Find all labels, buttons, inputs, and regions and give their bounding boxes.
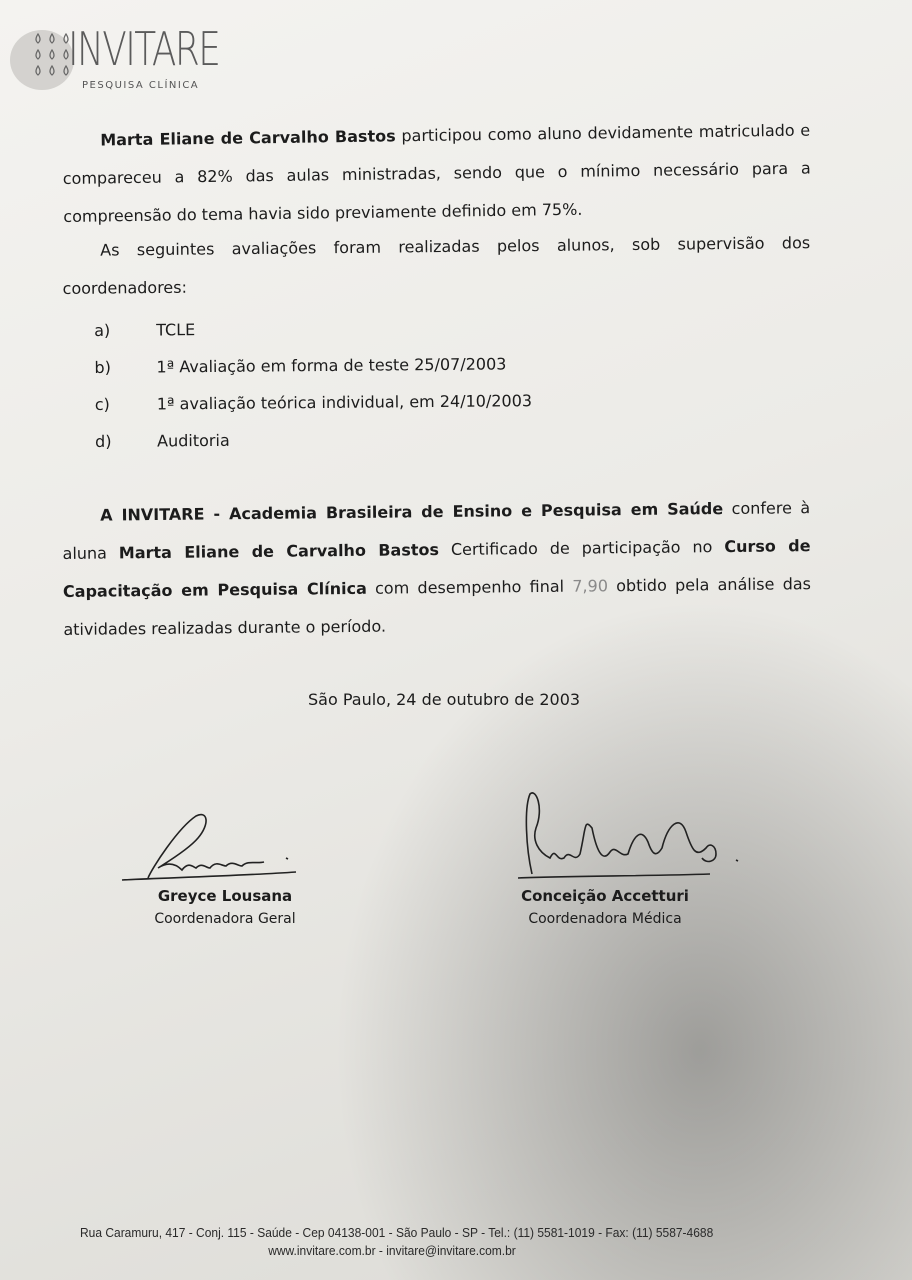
- list-item: [95, 419, 533, 460]
- final-grade: 7,90: [572, 576, 609, 596]
- signature-right: [510, 788, 750, 888]
- place-date: São Paulo, 24 de outubro de 2003: [308, 690, 581, 709]
- evaluations-intro-text: As seguintes avaliações foram realizadas pelos alunos, sob supervisão dos coordenadores:: [62, 233, 811, 298]
- list-letter: c): [94, 394, 110, 414]
- signer-role: Coordenadora Geral: [154, 911, 296, 927]
- certification-text: com desempenho final: [366, 576, 573, 598]
- signer-right: [505, 884, 705, 930]
- list-item: [94, 345, 532, 386]
- logo-brand: INVITARE: [68, 22, 220, 76]
- list-letter: b): [94, 357, 111, 377]
- list-letter: d): [95, 431, 112, 451]
- signer-left: [140, 884, 310, 930]
- student-name: Marta Eliane de Carvalho Bastos: [100, 126, 396, 150]
- logo-tagline: PESQUISA CLÍNICA: [82, 80, 200, 91]
- list-text: TCLE: [156, 320, 196, 340]
- list-text: Auditoria: [157, 430, 230, 451]
- signer-name: Greyce Lousana: [157, 887, 293, 905]
- student-name: Marta Eliane de Carvalho Bastos: [118, 540, 440, 563]
- list-letter: a): [94, 320, 111, 340]
- certification-text: obtido pela análise das atividades realizadas durante o período.: [63, 574, 812, 639]
- footer-web: www.invitare.com.br - invitare@invitare.com.br: [268, 1244, 516, 1258]
- invitare-logo: [8, 12, 220, 92]
- evaluations-list: [94, 308, 533, 460]
- list-item: [94, 308, 532, 349]
- evaluations-intro: [62, 224, 811, 308]
- list-text: 1ª Avaliação em forma de teste 25/07/2003: [156, 354, 507, 377]
- certification-text: Certificado de participação no: [438, 537, 725, 560]
- certification-paragraph: [62, 489, 812, 649]
- certification-text: confere à aluna: [62, 498, 811, 563]
- course-name: Curso de Capacitação em Pesquisa Clínica: [62, 536, 811, 601]
- signature-left: [118, 808, 318, 888]
- signer-name: Conceição Accetturi: [521, 887, 689, 905]
- list-text: 1ª avaliação teórica individual, em 24/10/2003: [156, 391, 533, 414]
- signer-role: Coordenadora Médica: [528, 911, 682, 927]
- list-item: [95, 382, 533, 423]
- attendance-text: participou como aluno devidamente matriculado e compareceu a 82% das aulas ministradas, sendo que o mínimo necessário para a compreensão do tema havia sido previamente definido em 75%.: [62, 120, 811, 226]
- footer-address: Rua Caramuru, 417 - Conj. 115 - Saúde - Cep 04138-001 - São Paulo - SP - Tel.: (11) 5581-1019 - Fax: (11) 5587-4688: [80, 1226, 714, 1240]
- institution-name: A INVITARE - Academia Brasileira de Ensino e Pesquisa em Saúde: [100, 499, 724, 525]
- attendance-paragraph: [62, 112, 812, 236]
- footer: [80, 1224, 714, 1260]
